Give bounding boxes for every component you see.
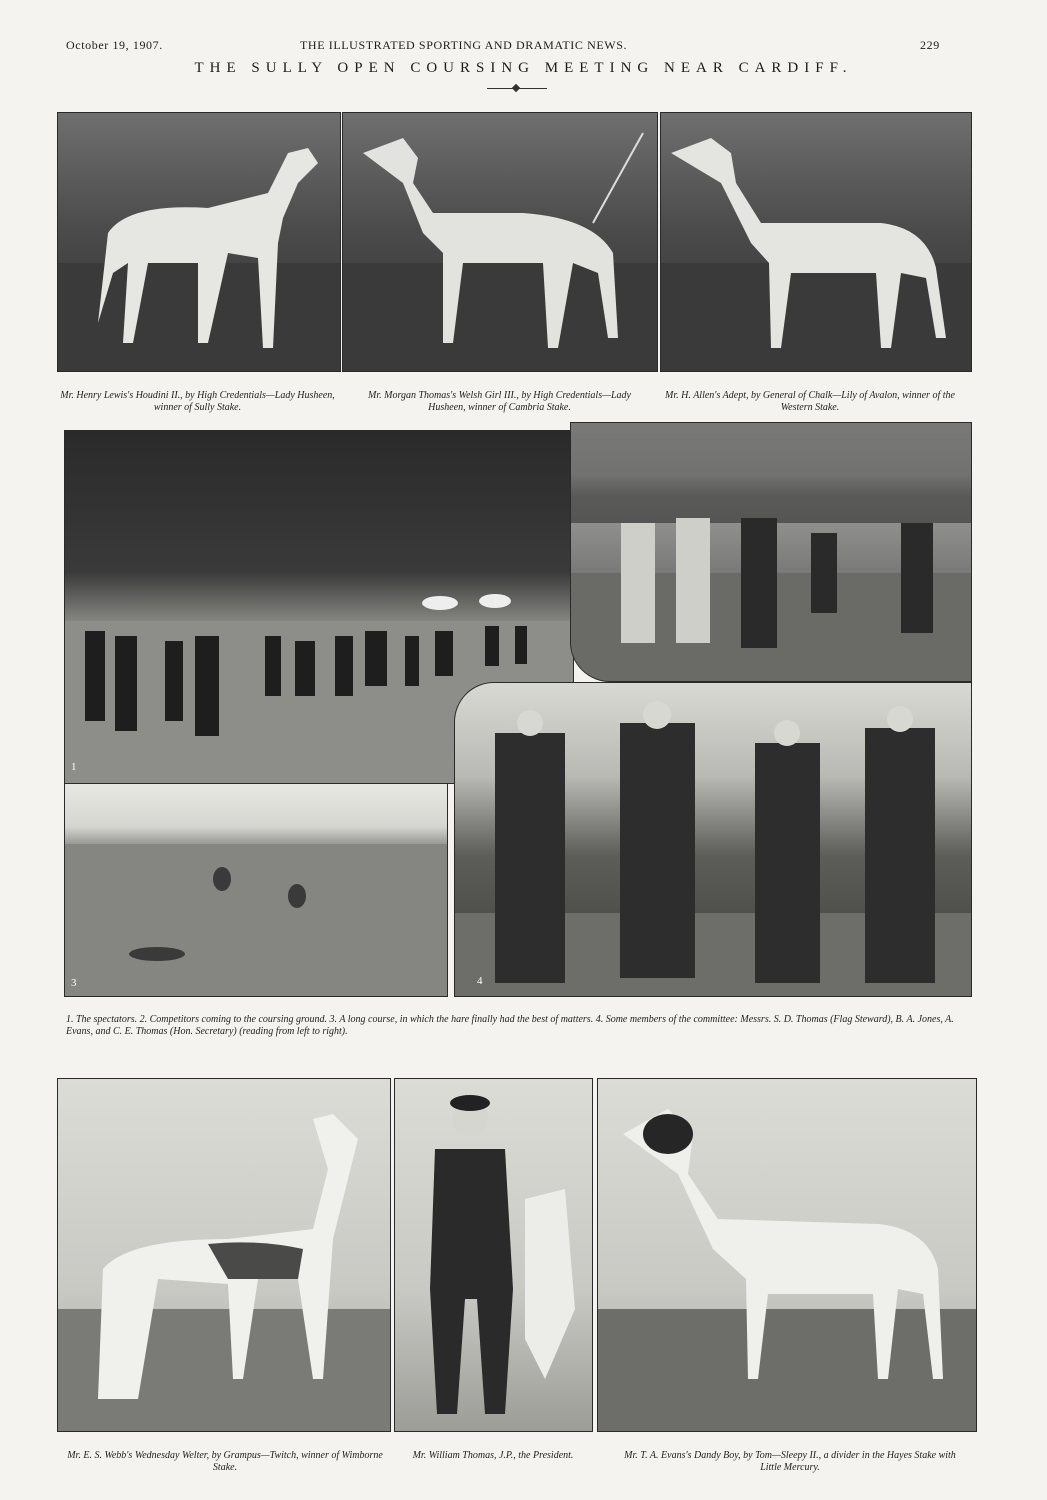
photo-number-4: 4	[477, 975, 483, 987]
caption-william-thomas: Mr. William Thomas, J.P., the President.	[412, 1450, 574, 1461]
caption-wednesday-welter: Mr. E. S. Webb's Wednesday Welter, by Grampus—Twitch, winner of Wimborne Stake.	[67, 1450, 383, 1473]
caption-adept: Mr. H. Allen's Adept, by General of Chalk—Lily of Avalon, winner of the Western Stake.	[665, 390, 955, 413]
photo-long-course-hare	[64, 783, 448, 997]
title-divider-ornament	[512, 84, 520, 92]
photo-william-thomas-president	[394, 1078, 593, 1432]
photo-competitors-arriving	[570, 422, 972, 682]
publication-name: THE ILLUSTRATED SPORTING AND DRAMATIC NEWS.	[300, 38, 628, 52]
photo-welsh-girl-greyhound	[342, 112, 658, 372]
photo-wednesday-welter-greyhound	[57, 1078, 391, 1432]
caption-welsh-girl: Mr. Morgan Thomas's Welsh Girl III., by High Credentials—Lady Husheen, winner of Cambria Stake.	[368, 390, 631, 413]
photo-number-1: 1	[71, 761, 77, 773]
caption-houdini: Mr. Henry Lewis's Houdini II., by High Credentials—Lady Husheen, winner of Sully Stake.	[60, 390, 335, 413]
photo-adept-greyhound	[660, 112, 972, 372]
caption-montage: 1. The spectators. 2. Competitors coming to the coursing ground. 3. A long course, in which the hare finally had the best of matters. 4. Some members of the committee: Messrs. S. D. Thomas (Flag Steward), B. A. Jones, A. Evans, and C. E. Thomas (Hon. Secretary) (reading from left to right).	[66, 1014, 954, 1037]
photo-number-3: 3	[71, 977, 77, 989]
issue-date: October 19, 1907.	[66, 38, 163, 52]
page-title: THE SULLY OPEN COURSING MEETING NEAR CARDIFF.	[194, 60, 853, 76]
photo-dandy-boy-greyhound	[597, 1078, 977, 1432]
photo-houdini-greyhound	[57, 112, 341, 372]
caption-dandy-boy: Mr. T. A. Evans's Dandy Boy, by Tom—Sleepy II., a divider in the Hayes Stake with Little Mercury.	[624, 1450, 956, 1473]
page-number: 229	[920, 38, 940, 52]
photo-committee-members	[454, 682, 972, 997]
